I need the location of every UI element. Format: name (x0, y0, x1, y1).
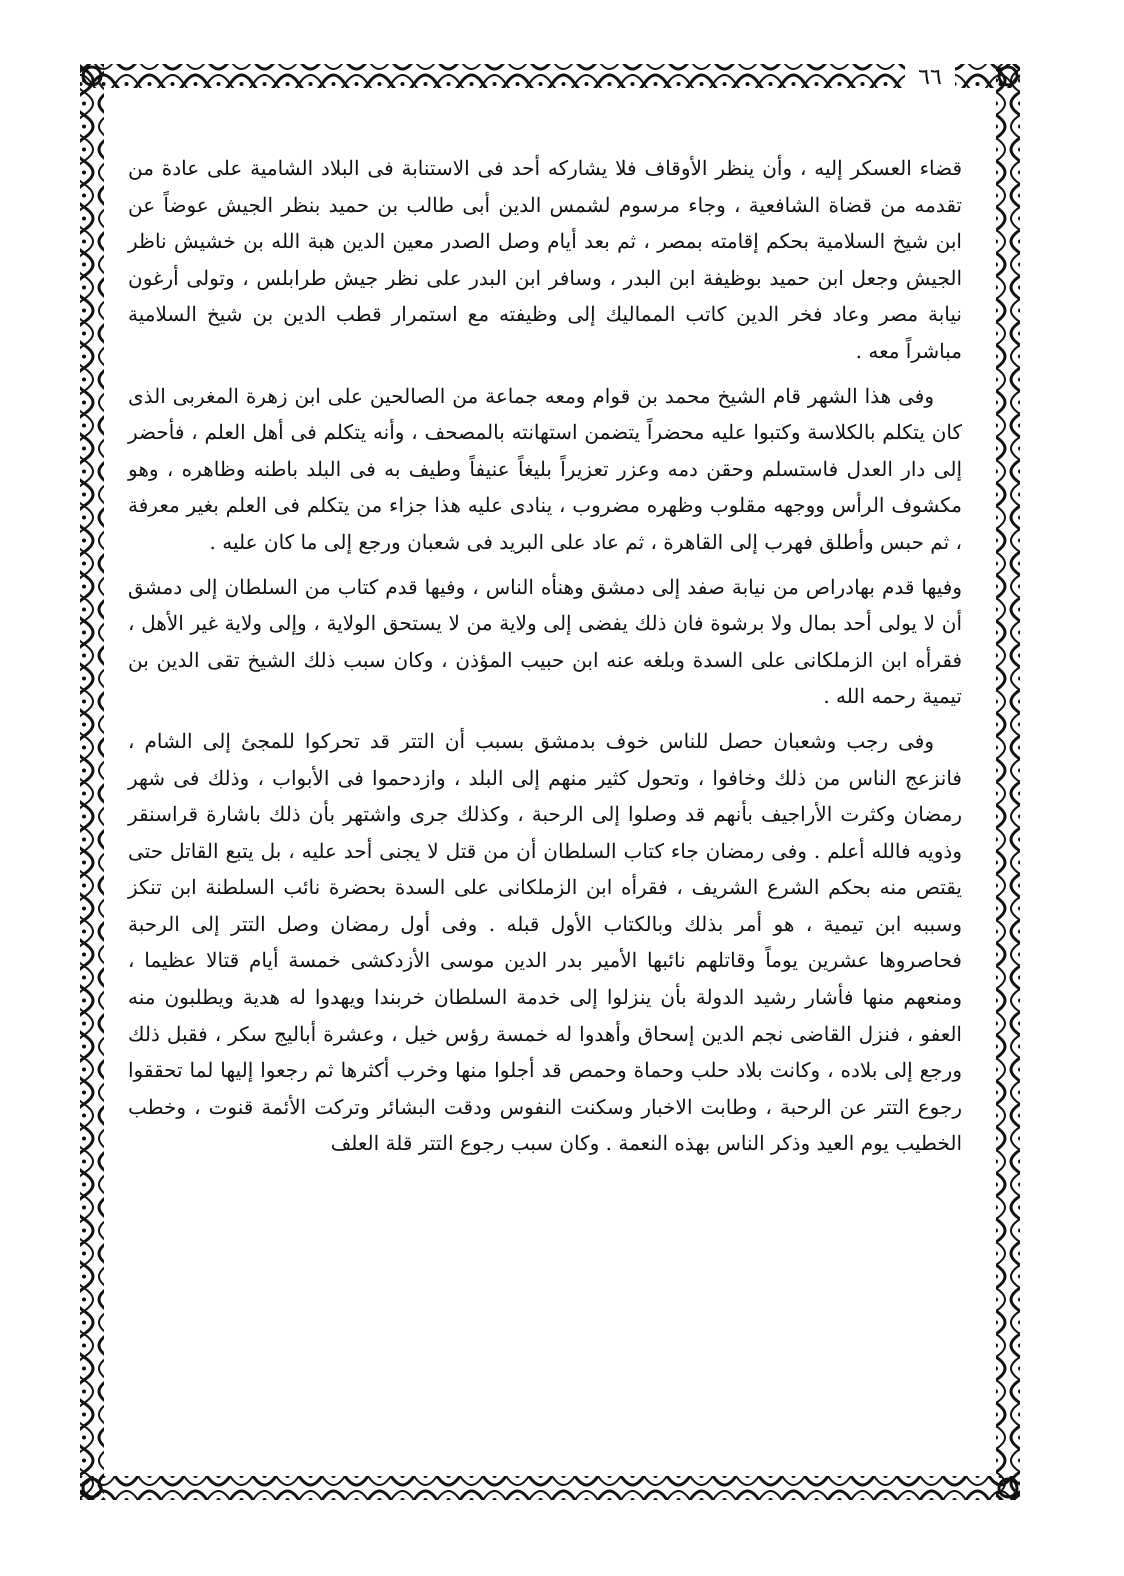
paragraph: وفى رجب وشعبان حصل للناس خوف بدمشق بسبب أن التتر قد تحركوا للمجئ إلى الشام ، فانزعج الناس من ذلك وخافوا ، وتحول كثير منهم إلى البلد ، وازدحموا فى الأبواب ، وذلك فى شهر رمضان وكثرت الأراجيف بأنهم قد وصلوا إلى الرحبة ، وكذلك جرى واشتهر بأن ذلك باشارة قراسنقر وذويه فالله أعلم . وفى رمضان جاء كتاب السلطان أن من قتل لا يجنى أحد عليه ، بل يتبع القاتل حتى يقتص منه بحكم الشرع الشريف ، فقرأه ابن الزملكانى على السدة بحضرة نائب السلطنة ابن تنكز وسببه ابن تيمية ، هو أمر بذلك وبالكتاب الأول قبله . وفى أول رمضان وصل التتر إلى الرحبة فحاصروها عشرين يوماً وقاتلهم نائبها الأمير بدر الدين موسى الأزدكشى خمسة أيام قتالا عظيما ، ومنعهم منها فأشار رشيد الدولة بأن ينزلوا إلى خدمة السلطان خربندا ويهدوا له هدية ويطلبون منه العفو ، فنزل القاضى نجم الدين إسحاق وأهدوا له خمسة رؤس خيل ، وعشرة أباليج سكر ، فقبل ذلك ورجع إلى بلاده ، وكانت بلاد حلب وحماة وحمص قد أجلوا منها وخرب أكثرها ثم رجعوا إليها لما تحققوا رجوع التتر عن الرحبة ، وطابت الاخبار وسكنت النفوس ودقت البشائر وتركت الأئمة قنوت ، وخطب الخطيب يوم العيد وذكر الناس بهذه النعمة . وكان سبب رجوع التتر قلة العلف (128, 728, 963, 1156)
main-text (128, 150, 962, 1162)
paragraph: وفى هذا الشهر قام الشيخ محمد بن قوام ومعه جماعة من الصالحين على ابن زهرة المغربى الذى كان يتكلم بالكلاسة وكتبوا عليه محضراً يتضمن استهانته بالمصحف ، وأنه يتكلم فى أهل العلم ، فأحضر إلى دار العدل فاستسلم وحقن دمه وعزر تعزيراً بليغاً عنيفاً وطيف به فى البلد باطنه وظاهره ، وهو مكشوف الرأس ووجهه مقلوب وظهره مضروب ، ينادى عليه هذا جزاء من يتكلم فى العلم بغير معرفة ، ثم حبس وأطلق فهرب إلى القاهرة ، ثم عاد على البريد فى شعبان ورجع إلى ما كان عليه . (128, 383, 962, 554)
paragraph: قضاء العسكر إليه ، وأن ينظر الأوقاف فلا يشاركه أحد فى الاستنابة فى البلاد الشامية على عادة من تقدمه من قضاة الشافعية ، وجاء مرسوم لشمس الدين أبى طالب بن حميد بنظر الجيش عوضاً عن ابن شيخ السلامية بحكم إقامته بمصر ، ثم بعد أيام وصل الصدر معين الدين هبة الله بن خشيش ناظر الجيش وجعل ابن حميد بوظيفة ابن البدر ، وسافر ابن البدر على نظر جيش طرابلس ، وتولى أرغون نيابة مصر وعاد فخر الدين كاتب المماليك إلى وظيفته مع استمرار قطب الدين بن شيخ السلامية مباشراً معه . (128, 156, 962, 363)
page-number: ٦٦ (905, 64, 955, 92)
paragraph: وفيها قدم بهادراص من نيابة صفد إلى دمشق وهنأه الناس ، وفيها قدم كتاب من السلطان إلى دمشق أن لا يولى أحد بمال ولا برشوة فان ذلك يفضى إلى ولاية من لا يستحق الولاية ، وإلى ولاية غير الأهل ، فقرأه ابن الزملكانى على السدة وبلغه عنه ابن حبيب المؤذن ، وكان سبب ذلك الشيخ تقى الدين بن تيمية رحمه الله . (128, 574, 963, 709)
